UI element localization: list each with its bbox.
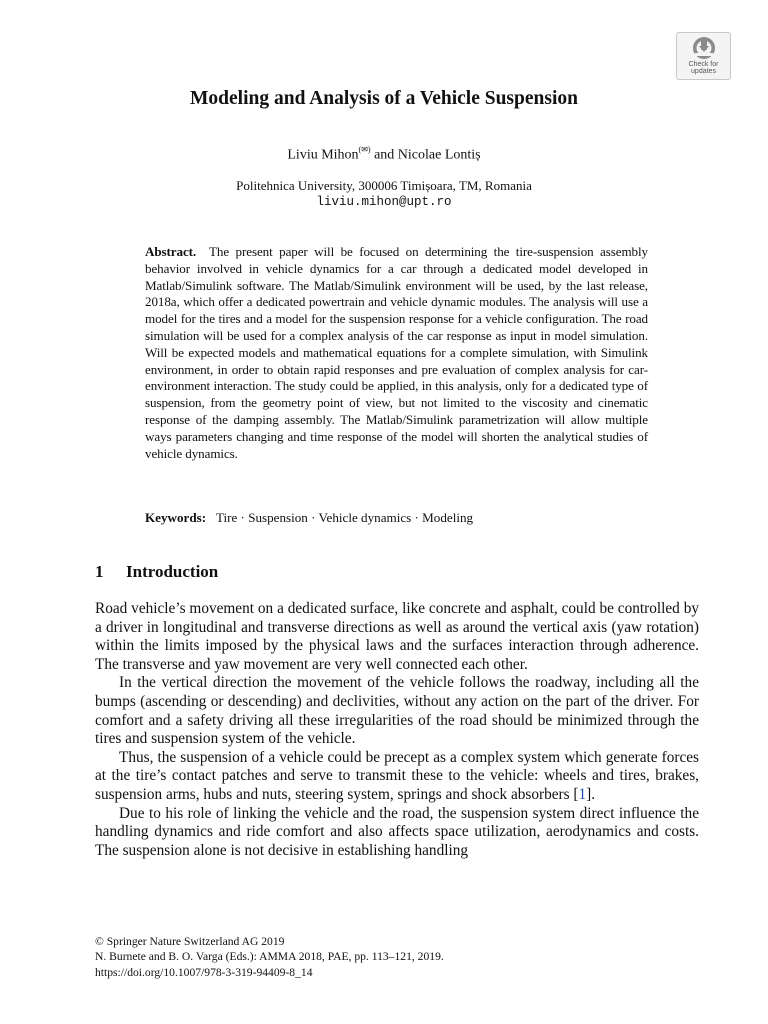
body-text [95,600,699,860]
paragraph-3-text: Thus, the suspension of a vehicle could be precept as a complex system which generate forces at the tire’s contact patches and serve to transmit these to the vehicle: wheels and tires, brakes, suspension arms, hubs and nuts, steering system, springs and shock absorbers [95,748,699,803]
author-email[interactable]: liviu.mihon@upt.ro [316,195,452,209]
section-heading [95,562,218,582]
citation-link-1[interactable]: 1 [578,785,587,803]
co-author: and Nicolae Lontiș [370,147,481,163]
footer [95,934,715,980]
keywords-list: Tire · Suspension · Vehicle dynamics · Modeling [215,510,474,525]
update-check-icon [691,36,717,60]
abstract-label: Abstract. [145,244,197,259]
check-for-updates-badge[interactable] [676,32,731,80]
paragraph-2: In the vertical direction the movement of the vehicle follows the roadway, including all the bumps (ascending or descending) and declivities, without any action on the part of the driver. For comfort and a safety driving all these irregularities of the road should be minimized through the tires and suspension system of the vehicle. [95,674,699,748]
paragraph-1: Road vehicle’s movement on a dedicated surface, like concrete and asphalt, could be controlled by a driver in longitudinal and transverse directions as well as around the vertical axis (yaw rotation) within the limits imposed by the physical laws and the surfaces interaction through adherence. The transverse and yaw movement are very well connected each other. [95,600,699,673]
citation-info: N. Burnete and B. O. Varga (Eds.): AMMA 2018, PAE, pp. 113–121, 2019. [95,950,444,964]
keywords [145,510,648,526]
doi-link[interactable]: https://doi.org/10.1007/978-3-319-94409-8_14 [95,965,313,979]
corresponding-author-mark[interactable]: (✉) [358,145,371,154]
keywords-label: Keywords: [145,510,207,525]
citation-close-bracket: ]. [586,785,596,803]
author-line [0,146,768,164]
copyright: © Springer Nature Switzerland AG 2019 [95,935,285,948]
citation-open-bracket: [ [573,785,579,803]
author-name: Liviu Mihon [287,147,359,163]
abstract-text: The present paper will be focused on determining the tire-suspension assembly behavior involved in vehicle dynamics for a car through a dedicated model developed in Matlab/Simulink software. The Matlab/Simulink environment will be used, by the last release, 2018a, which offer a dedicated powertrain and vehicle dynamic modules. The analysis will use a model for the tires and a model for the suspension response for a vehicle configuration. The road simulation will be used for a complex analysis of the car response as input in model simulation. Will be expected models and mathematical equations for a complete simulation, with Simulink environment, in order to obtain rapid responses and pre evaluation of complex analysis for car-environment interaction. The study could be applied, in this analysis, only for a dedicated type of suspension, from the geometry point of view, but not limited to the viscosity and cinematic response of the damping assembly. The Matlab/Simulink parametrization will allow multiple ways parameters changing and time response of the model will shorten the analytical studies of vehicle dynamics. [145,244,648,461]
paragraph-3 [95,749,699,805]
section-title: Introduction [126,562,219,581]
paragraph-4: Due to his role of linking the vehicle and the road, the suspension system direct influence the handling dynamics and ride comfort and also affects space utilization, aerodynamics and costs. The suspension alone is not decisive in establishing handling [95,804,699,859]
paper-title: Modeling and Analysis of a Vehicle Suspension [190,88,578,109]
section-number: 1 [95,562,104,581]
abstract [145,244,648,462]
badge-label: Check for updates [688,61,719,75]
affiliation: Politehnica University, 300006 Timișoara, TM, Romania [236,178,532,193]
